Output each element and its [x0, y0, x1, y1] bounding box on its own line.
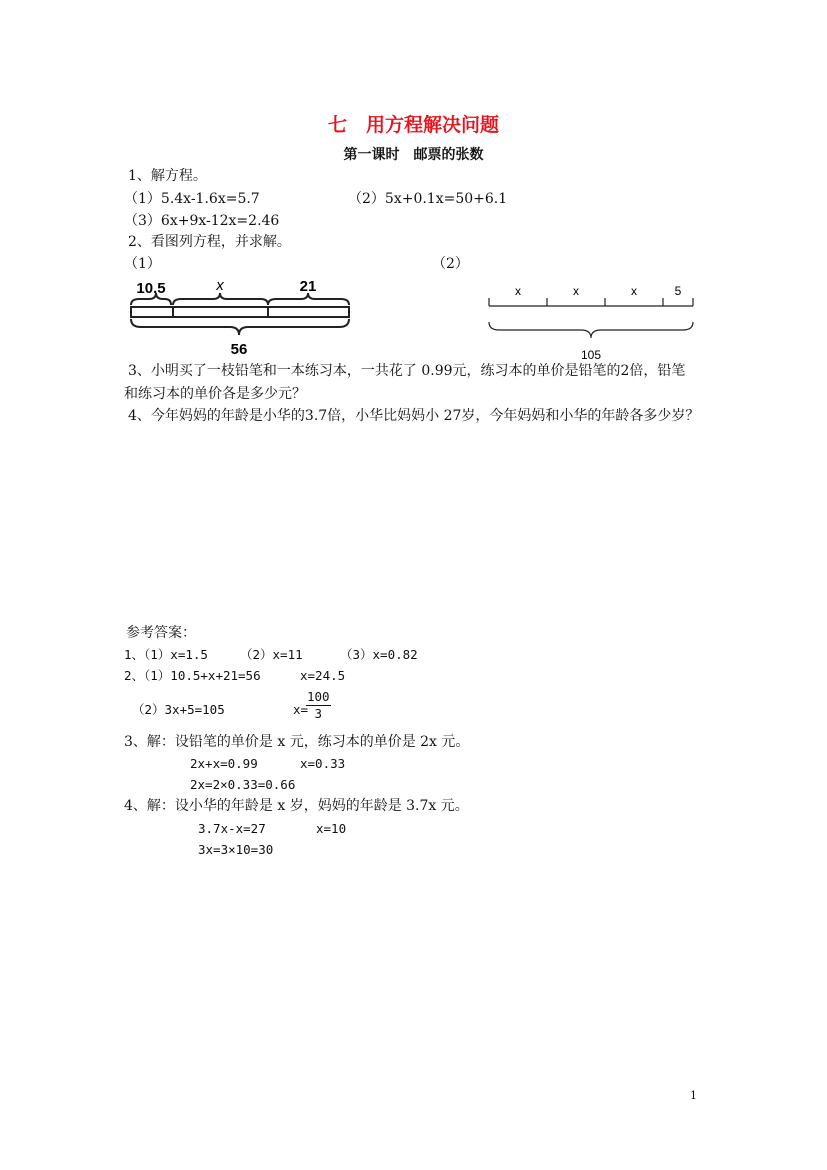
label-21: 21: [299, 278, 317, 295]
label-56: 56: [230, 341, 248, 358]
question-2-heading: 2、看图列方程，并求解。: [128, 234, 291, 250]
answer-4-sol: x=10: [316, 821, 347, 836]
question-4: 4、今年妈妈的年龄是小华的3.7倍，小华比妈妈小 27岁，今年妈妈和小华的年龄各多少岁？: [128, 408, 700, 424]
seg-label-x-1: x: [515, 284, 521, 298]
answer-3-sol: x=0.33: [300, 756, 346, 771]
answer-2-eq-2: （2）3x+5=105: [132, 702, 225, 717]
question-3-line-2: 和练习本的单价各是多少元？: [124, 386, 306, 402]
question-1-item-1: （1）5.4x-1.6x=5.7: [124, 191, 260, 207]
answer-1-part-2: （2）x=11: [240, 647, 303, 662]
answer-2-sol-2-prefix: x=: [293, 702, 309, 717]
question-2-label-2: （2）: [432, 256, 469, 272]
fraction-denominator: 3: [314, 706, 323, 721]
question-3-line-1: 3、小明买了一枝铅笔和一本练习本，一共花了 0.99元，练习本的单价是铅笔的2倍，铅笔: [128, 363, 686, 379]
seg-label-x-2: x: [573, 284, 579, 298]
answer-4-eq: 3.7x-x=27: [198, 821, 266, 836]
brace-x: [173, 293, 268, 305]
fraction-numerator: 100: [307, 689, 330, 704]
answer-2-sol-1: x=24.5: [300, 668, 346, 683]
page-subtitle: 第一课时 邮票的张数: [343, 147, 484, 163]
answer-4-line-3: 3x=3×10=30: [198, 842, 274, 857]
total-bar: [131, 307, 349, 317]
question-2-label-1: （1）: [124, 256, 161, 272]
question-1-item-2: （2）5x+0.1x=50+6.1: [348, 191, 508, 207]
label-105: 105: [580, 348, 602, 362]
answer-1-part-1: 1、（1）x=1.5: [124, 647, 208, 662]
answer-3-line-1: 3、解：设铅笔的单价是 x 元，练习本的单价是 2x 元。: [124, 734, 470, 750]
brace-105: [489, 322, 693, 338]
answer-2-eq-1: 2、（1）10.5+x+21=56: [124, 668, 261, 683]
answer-3-line-3: 2x=2×0.33=0.66: [190, 777, 296, 792]
page-title: 七 用方程解决问题: [327, 114, 499, 136]
label-10-5: 10.5: [136, 280, 166, 297]
question-1-item-3: （3）6x+9x-12x=2.46: [124, 213, 280, 229]
seg-label-x-3: x: [631, 284, 637, 298]
segment-diagram-2: [482, 278, 702, 366]
answer-4-line-1: 4、解：设小华的年龄是 x 岁，妈妈的年龄是 3.7x 元。: [124, 798, 469, 814]
segment-diagram-1: [125, 275, 360, 363]
answer-1-part-3: （3）x=0.82: [340, 647, 418, 662]
label-x: x: [216, 277, 224, 294]
question-1-heading: 1、解方程。: [128, 168, 207, 184]
answer-3-eq: 2x+x=0.99: [190, 756, 258, 771]
brace-total: [131, 319, 349, 335]
answer-2-fraction: [306, 689, 331, 722]
answers-heading: 参考答案：: [126, 625, 196, 641]
seg-label-5: 5: [674, 284, 682, 298]
page-number: 1: [690, 1089, 697, 1102]
